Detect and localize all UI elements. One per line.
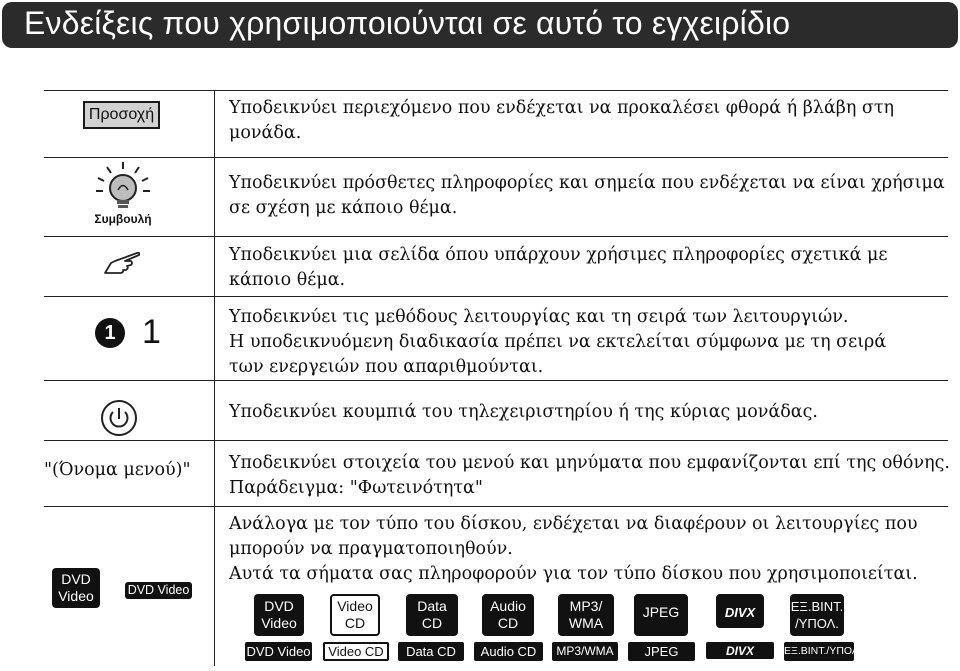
ext-video-pc-small-icon: ΕΞ.ΒΙΝΤ./ΥΠΟΛ. — [784, 642, 854, 661]
dvd-video-badge: DVD Video — [254, 594, 304, 636]
row-divider — [44, 296, 948, 297]
column-divider — [214, 236, 215, 296]
tip-label: Συμβουλή — [94, 212, 152, 226]
row-divider — [214, 157, 948, 158]
mp3-wma-small-icon: MP3/WMA — [552, 642, 618, 661]
video-cd-small-icon: Video CD — [323, 642, 389, 661]
menu-description: Υποδεικνύει στοιχεία του μενού και μηνύματα που εμφανίζονται επί της οθόνης. Παράδειγμα: "Φωτεινότητα" — [229, 453, 950, 498]
row-divider — [44, 506, 948, 507]
title-bar — [2, 2, 958, 48]
caution-description: Υποδεικνύει περιεχόμενο που ενδέχεται να προκαλέσει φθορά ή βλάβη στη μονάδα. — [229, 98, 895, 143]
video-cd-badge: Video CD — [330, 594, 380, 636]
reference-description: Υποδεικνύει μια σελίδα όπου υπάρχουν χρήσιμες πληροφορίες σχετικά με κάποιο θέμα. — [229, 245, 888, 290]
row-divider — [44, 380, 948, 381]
row-divider — [44, 236, 948, 237]
divx-logo-icon — [716, 594, 764, 628]
page-title: Ενδείξεις που χρησιμοποιούνται σε αυτό το εγχειρίδιο — [24, 5, 791, 41]
jpeg-badge: JPEG — [634, 594, 688, 636]
power-button-icon — [100, 399, 138, 437]
lightbulb-icon — [85, 160, 161, 212]
menu-name-label: "(Όνομα μενού)" — [44, 460, 191, 480]
row-divider — [44, 90, 948, 91]
step-number-icon: 1 — [95, 318, 125, 348]
disc-description: Ανάλογα με τον τύπο του δίσκου, ενδέχεται να διαφέρουν οι λειτουργίες που μπορούν να πραγματοποιηθούν. Αυτά τα σήματα σας πληροφορούν για τον τύπο δίσκου που χρησιμοποιείται. — [229, 514, 918, 584]
tip-badge — [85, 160, 161, 232]
steps-description: Υποδεικνύει τις μεθόδους λειτουργίας και τη σειρά των λειτουργιών. Η υποδεικνυόμενη διαδικασία πρέπει να εκτελείται σύμφωνα με τη σειρά των ενεργειών που απαριθμούνται. — [229, 307, 887, 377]
audio-cd-badge: Audio CD — [482, 594, 534, 636]
svg-text:DIVX: DIVX — [725, 644, 755, 658]
audio-cd-small-icon: Audio CD — [474, 642, 543, 661]
mp3-wma-badge: MP3/ WMA — [558, 594, 614, 636]
column-divider — [214, 380, 215, 440]
caution-badge: Προσοχή — [83, 101, 160, 129]
buttons-description: Υποδεικνύει κουμπιά του τηλεχειριστηρίου ή της κύριας μονάδας. — [229, 402, 818, 422]
column-divider — [214, 440, 215, 506]
tip-description: Υποδεικνύει πρόσθετες πληροφορίες και σημεία που ενδέχεται να είναι χρήσιμα σε σχέση με κάποιο θέμα. — [229, 173, 945, 218]
step-number-label: 1 — [142, 313, 161, 351]
column-divider — [214, 296, 215, 380]
dvd-video-small-badge: DVD Video — [125, 582, 192, 599]
pointing-hand-icon — [101, 247, 141, 277]
row-divider — [44, 440, 948, 441]
svg-text:DIVX: DIVX — [724, 605, 756, 620]
ext-video-pc-badge: ΕΞ.ΒΙΝΤ. /ΥΠΟΛ. — [790, 594, 844, 636]
row-divider — [44, 157, 214, 158]
divx-small-logo-icon — [706, 642, 774, 659]
jpeg-small-icon: JPEG — [628, 642, 695, 661]
column-divider — [214, 506, 215, 666]
dvd-video-small-icon: DVD Video — [246, 644, 311, 659]
column-divider — [214, 157, 215, 237]
dvd-video-large-badge: DVD Video — [52, 568, 100, 608]
data-cd-badge: Data CD — [406, 594, 458, 636]
data-cd-small-icon: Data CD — [398, 642, 464, 661]
